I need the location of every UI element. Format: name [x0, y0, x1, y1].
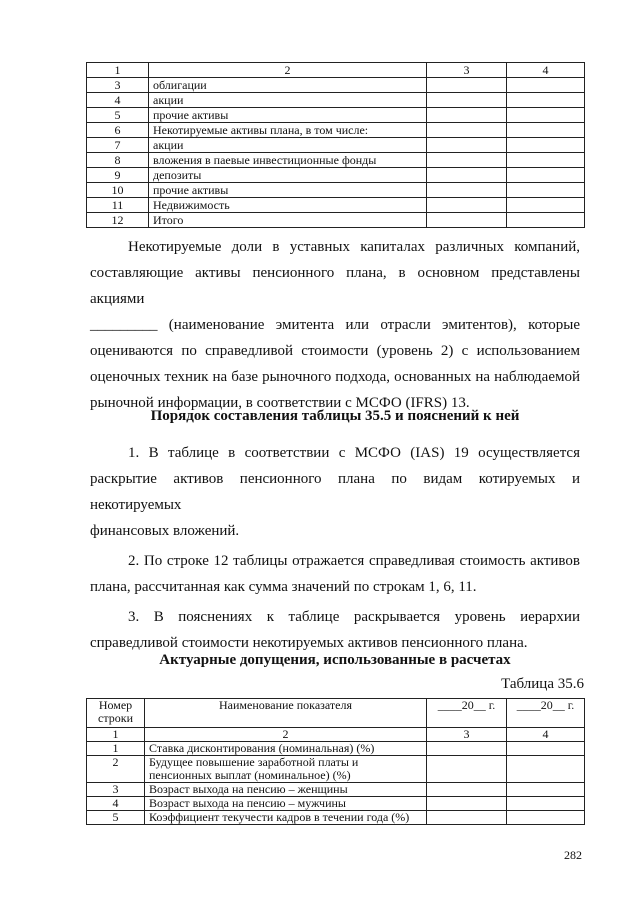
- row-number: 4: [87, 797, 145, 811]
- row-label: [145, 756, 427, 783]
- value-cell: [427, 168, 507, 183]
- table-row: [87, 153, 585, 168]
- row-label: Недвижимость: [149, 198, 427, 213]
- col-header-number: [87, 699, 145, 728]
- list-item-line: финансовых вложений.: [90, 523, 240, 539]
- section-heading: Порядок составления таблицы 35.5 и пояснений к ней: [150, 408, 520, 424]
- actuarial-assumptions-table: [86, 698, 585, 825]
- table-row: [87, 108, 585, 123]
- value-cell: [507, 797, 585, 811]
- col-header-year2: ____20__ г.: [507, 699, 585, 728]
- column-number: 3: [427, 728, 507, 742]
- assets-table: [86, 62, 585, 228]
- value-cell: [507, 742, 585, 756]
- row-number: 9: [87, 168, 149, 183]
- section-heading: Актуарные допущения, использованные в расчетах: [159, 652, 511, 668]
- value-cell: [427, 108, 507, 123]
- value-cell: [427, 153, 507, 168]
- table-row: [87, 797, 585, 811]
- row-label: прочие активы: [149, 183, 427, 198]
- value-cell: [427, 198, 507, 213]
- col-header-name: Наименование показателя: [145, 699, 427, 728]
- table-row: [87, 756, 585, 783]
- col-header-4: 4: [507, 63, 585, 78]
- value-cell: [427, 93, 507, 108]
- row-number: 6: [87, 123, 149, 138]
- value-cell: [507, 213, 585, 228]
- col-header-1: 1: [87, 63, 149, 78]
- table-row: [87, 168, 585, 183]
- row-number: 5: [87, 811, 145, 825]
- table-row: [87, 138, 585, 153]
- value-cell: [507, 198, 585, 213]
- page-number: 282: [564, 848, 582, 862]
- paragraph-line: оценочных техник на базе рыночного подхода, основанных на наблюдаемой: [90, 369, 580, 385]
- value-cell: [427, 756, 507, 783]
- value-cell: [427, 78, 507, 93]
- row-label: вложения в паевые инвестиционные фонды: [149, 153, 427, 168]
- paragraph-line: рыночной информации, в соответствии с МСФО (IFRS) 13.: [90, 395, 470, 411]
- column-number: 4: [507, 728, 585, 742]
- row-label-line: пенсионных выплат (номинальное) (%): [149, 768, 351, 782]
- col-header-3: 3: [427, 63, 507, 78]
- paragraph-line: составляющие активы пенсионного плана, в основном представлены акциями: [90, 265, 580, 307]
- value-cell: [507, 93, 585, 108]
- row-label: акции: [149, 138, 427, 153]
- value-cell: [507, 153, 585, 168]
- instructions-list: [90, 440, 580, 656]
- value-cell: [507, 783, 585, 797]
- value-cell: [507, 756, 585, 783]
- value-cell: [507, 123, 585, 138]
- table-row: [87, 93, 585, 108]
- table-row: [87, 78, 585, 93]
- list-item-line: справедливой стоимости некотируемых активов пенсионного плана.: [90, 635, 528, 651]
- value-cell: [427, 183, 507, 198]
- row-label: облигации: [149, 78, 427, 93]
- row-number: 3: [87, 78, 149, 93]
- table-row: [87, 811, 585, 825]
- row-label: депозиты: [149, 168, 427, 183]
- table-caption: Таблица 35.6: [501, 676, 584, 692]
- table-row: [87, 198, 585, 213]
- value-cell: [427, 811, 507, 825]
- row-label: Ставка дисконтирования (номинальная) (%): [145, 742, 427, 756]
- row-label: Итого: [149, 213, 427, 228]
- value-cell: [507, 183, 585, 198]
- row-number: 1: [87, 742, 145, 756]
- value-cell: [427, 138, 507, 153]
- paragraph-line: _________ (наименование эмитента или отрасли эмитентов), которые: [90, 317, 580, 333]
- row-number: 4: [87, 93, 149, 108]
- list-item-line: 1. В таблице в соответствии с МСФО (IAS) 19 осуществляется: [128, 445, 580, 461]
- table-row: [87, 783, 585, 797]
- value-cell: [507, 78, 585, 93]
- row-number: 12: [87, 213, 149, 228]
- value-cell: [507, 168, 585, 183]
- row-number: 2: [87, 756, 145, 783]
- row-number: 3: [87, 783, 145, 797]
- table-row: [87, 213, 585, 228]
- value-cell: [427, 213, 507, 228]
- row-label: Коэффициент текучести кадров в течении года (%): [145, 811, 427, 825]
- row-number: 10: [87, 183, 149, 198]
- list-item-line: раскрытие активов пенсионного плана по видам котируемых и некотируемых: [90, 471, 580, 513]
- value-cell: [427, 797, 507, 811]
- column-number: 2: [145, 728, 427, 742]
- paragraph-line: Некотируемые доли в уставных капиталах различных компаний,: [128, 239, 580, 255]
- row-label: Некотируемые активы плана, в том числе:: [149, 123, 427, 138]
- table-row: [87, 183, 585, 198]
- row-number: 11: [87, 198, 149, 213]
- unquoted-shares-paragraph: [90, 234, 580, 416]
- value-cell: [427, 123, 507, 138]
- row-number: 8: [87, 153, 149, 168]
- value-cell: [427, 783, 507, 797]
- table-row: [87, 742, 585, 756]
- table-header-row: [87, 699, 585, 728]
- value-cell: [507, 138, 585, 153]
- row-label: акции: [149, 93, 427, 108]
- row-label: Возраст выхода на пенсию – мужчины: [145, 797, 427, 811]
- row-number: 7: [87, 138, 149, 153]
- table-numbering-row: [87, 728, 585, 742]
- col-header-2: 2: [149, 63, 427, 78]
- list-item-line: 2. По строке 12 таблицы отражается справедливая стоимость активов: [128, 553, 580, 569]
- table-row: [87, 123, 585, 138]
- row-label-line: Будущее повышение заработной платы и: [149, 755, 359, 769]
- list-item-line: 3. В пояснениях к таблице раскрывается уровень иерархии: [128, 609, 580, 625]
- value-cell: [507, 811, 585, 825]
- row-label: Возраст выхода на пенсию – женщины: [145, 783, 427, 797]
- column-number: 1: [87, 728, 145, 742]
- header-text: Номер: [98, 698, 133, 712]
- table-header-row: [87, 63, 585, 78]
- row-label: прочие активы: [149, 108, 427, 123]
- header-text: строки: [98, 711, 133, 725]
- paragraph-line: оцениваются по справедливой стоимости (уровень 2) с использованием: [90, 343, 580, 359]
- row-number: 5: [87, 108, 149, 123]
- value-cell: [427, 742, 507, 756]
- col-header-year1: ____20__ г.: [427, 699, 507, 728]
- value-cell: [507, 108, 585, 123]
- list-item-line: плана, рассчитанная как сумма значений по строкам 1, 6, 11.: [90, 579, 477, 595]
